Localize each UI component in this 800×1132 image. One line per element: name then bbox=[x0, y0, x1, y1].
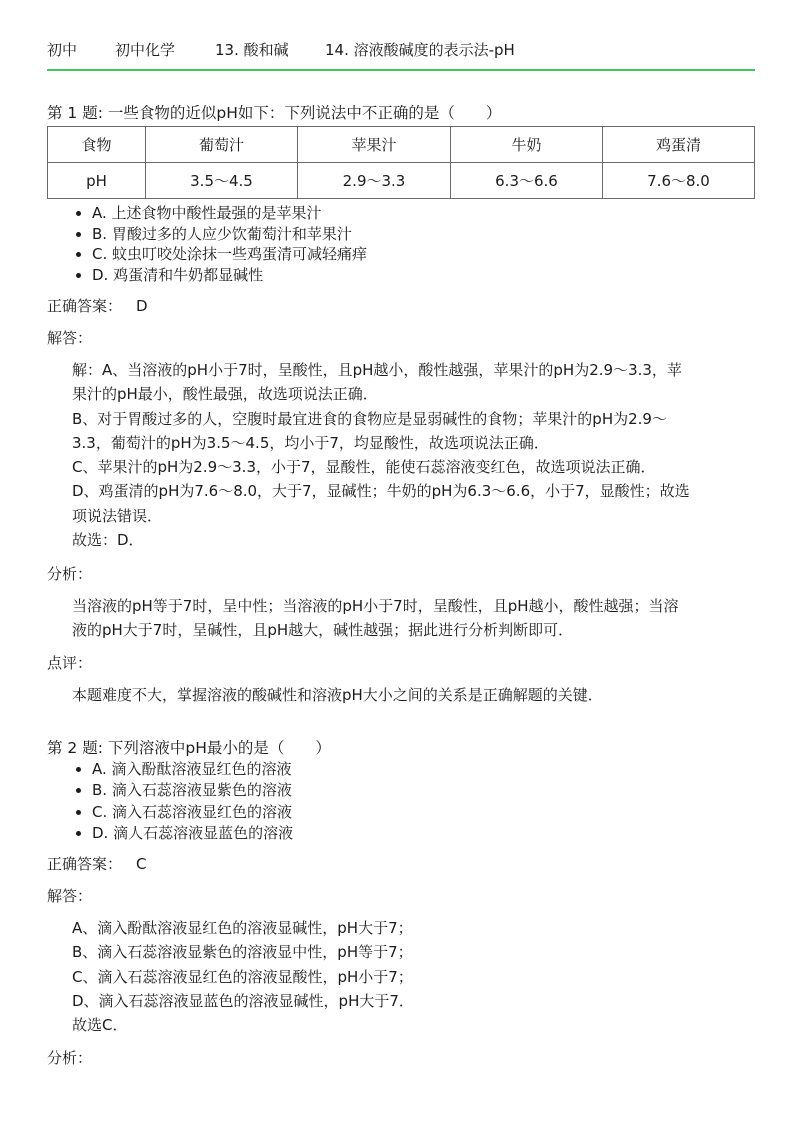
solution-line: C、苹果汁的pH为2.9～3.3，小于7，显酸性，能使石蕊溶液变红色，故选项说法正确． bbox=[72, 458, 656, 477]
table-cell: pH bbox=[48, 163, 146, 199]
table-cell: 3.5～4.5 bbox=[146, 163, 298, 199]
option-b: • B. 滴入石蕊溶液显紫色的溶液 bbox=[92, 780, 293, 801]
solution-label: 解答： bbox=[47, 887, 93, 905]
question-2-options bbox=[92, 759, 293, 844]
question-2-title: 第 2 题: 下列溶液中pH最小的是（ ） bbox=[47, 739, 331, 757]
breadcrumb-level-1[interactable]: 初中 bbox=[47, 41, 78, 59]
solution-line: 果汁的pH最小，酸性最强，故选项说法正确． bbox=[72, 385, 378, 404]
analysis-line: 当溶液的pH等于7时，呈中性；当溶液的pH小于7时，呈酸性，且pH越小，酸性越强；当溶 bbox=[72, 597, 679, 615]
question-1-solution bbox=[72, 358, 690, 552]
comment-line: 本题难度不大，掌握溶液的酸碱性和溶液pH大小之间的关系是正确解题的关键． bbox=[72, 686, 603, 704]
table-cell: 鸡蛋清 bbox=[603, 127, 755, 163]
solution-line: D、滴入石蕊溶液显蓝色的溶液显碱性，pH大于7． bbox=[72, 991, 414, 1010]
solution-line: C、滴入石蕊溶液显红色的溶液显酸性，pH小于7； bbox=[72, 967, 413, 986]
food-ph-table bbox=[47, 126, 755, 199]
question-1-options bbox=[92, 203, 367, 286]
solution-label: 解答： bbox=[47, 329, 93, 347]
solution-line: 故选：D． bbox=[72, 531, 144, 550]
solution-line: B、滴入石蕊溶液显紫色的溶液显中性，pH等于7； bbox=[72, 943, 413, 962]
table-cell: 葡萄汁 bbox=[146, 127, 298, 163]
answer-label: 正确答案： bbox=[47, 855, 123, 873]
option-c: • C. 滴入石蕊溶液显红色的溶液 bbox=[92, 802, 293, 823]
solution-line: 3.3，葡萄汁的pH为3.5～4.5，均小于7，均显酸性，故选项说法正确． bbox=[72, 433, 549, 452]
comment-label: 点评： bbox=[47, 654, 93, 672]
breadcrumb-chapter[interactable]: 13. 酸和碱 bbox=[215, 41, 289, 59]
option-c: • C. 蚊虫叮咬处涂抹一些鸡蛋清可减轻痛痒 bbox=[92, 244, 367, 265]
question-1-analysis bbox=[72, 594, 679, 642]
table-cell: 食物 bbox=[48, 127, 146, 163]
breadcrumb-topic[interactable]: 14. 溶液酸碱度的表示法-pH bbox=[325, 41, 515, 59]
question-1-answer bbox=[47, 296, 148, 316]
solution-line: 故选C． bbox=[72, 1016, 128, 1035]
question-2-solution bbox=[72, 916, 414, 1037]
option-d: • D. 鸡蛋清和牛奶都显碱性 bbox=[92, 265, 367, 286]
table-row bbox=[48, 163, 755, 199]
option-a: • A. 上述食物中酸性最强的是苹果汁 bbox=[92, 203, 367, 224]
analysis-label: 分析： bbox=[47, 565, 93, 583]
solution-line: 解：A、当溶液的pH小于7时，呈酸性，且pH越小，酸性越强，苹果汁的pH为2.9～3.3，苹 bbox=[72, 361, 682, 379]
option-d: • D. 滴人石蕊溶液显蓝色的溶液 bbox=[92, 823, 293, 844]
analysis-line: 液的pH大于7时，呈碱性，且pH越大，碱性越强；据此进行分析判断即可． bbox=[72, 621, 574, 639]
solution-line: A、滴入酚酞溶液显红色的溶液显碱性，pH大于7； bbox=[72, 919, 413, 937]
option-b: • B. 胃酸过多的人应少饮葡萄汁和苹果汁 bbox=[92, 224, 367, 245]
table-cell: 7.6～8.0 bbox=[603, 163, 755, 199]
answer-value: C bbox=[136, 855, 147, 873]
table-cell: 2.9～3.3 bbox=[298, 163, 451, 199]
question-1-comment bbox=[72, 683, 603, 707]
header-divider bbox=[47, 69, 755, 71]
solution-line: B、对于胃酸过多的人，空腹时最宜进食的食物应是显弱碱性的食物；苹果汁的pH为2.9～ bbox=[72, 409, 667, 428]
question-2-answer bbox=[47, 854, 147, 874]
option-a: • A. 滴入酚酞溶液显红色的溶液 bbox=[92, 759, 293, 780]
answer-value: D bbox=[136, 297, 148, 315]
solution-line: 项说法错误． bbox=[72, 506, 163, 525]
analysis-label: 分析： bbox=[47, 1049, 93, 1067]
breadcrumb-subject[interactable]: 初中化学 bbox=[115, 41, 176, 59]
question-1-title: 第 1 题: 一些食物的近似pH如下：下列说法中不正确的是（ ） bbox=[47, 104, 502, 122]
table-cell: 6.3～6.6 bbox=[451, 163, 603, 199]
table-header-row bbox=[48, 127, 755, 163]
solution-line: D、鸡蛋清的pH为7.6～8.0，大于7，显碱性；牛奶的pH为6.3～6.6，小于7，显酸性；故选 bbox=[72, 482, 690, 501]
answer-label: 正确答案： bbox=[47, 297, 123, 315]
table-cell: 牛奶 bbox=[451, 127, 603, 163]
table-cell: 苹果汁 bbox=[298, 127, 451, 163]
